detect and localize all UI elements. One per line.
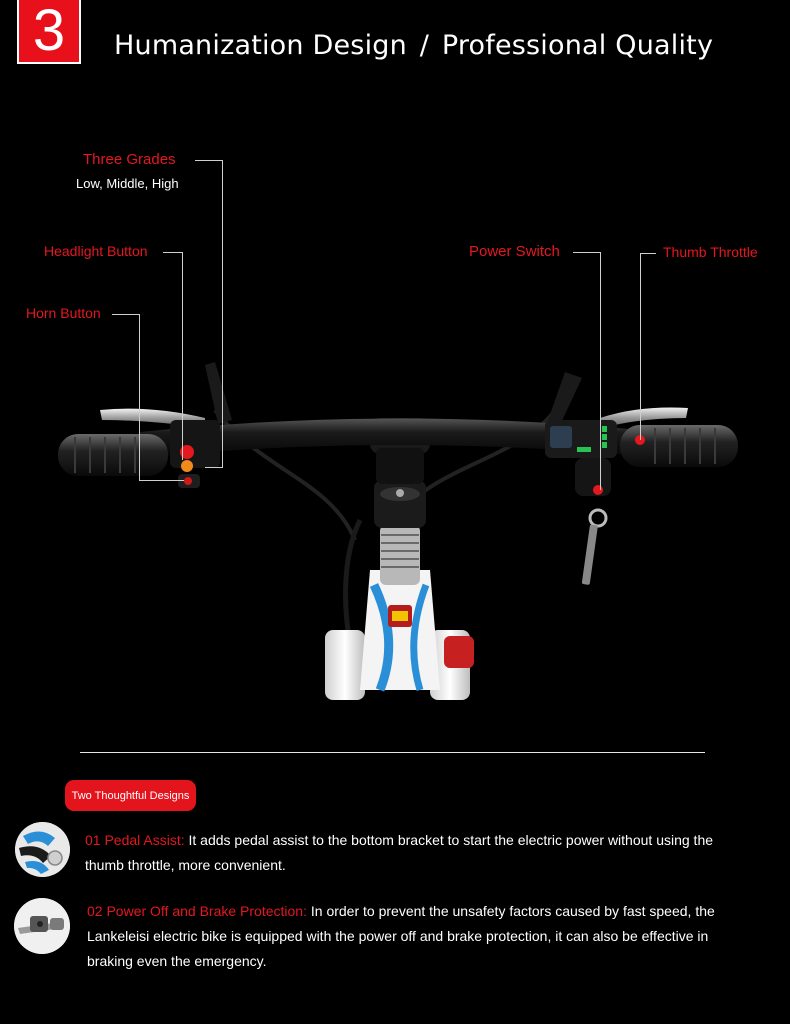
callout-line-grades-end: [205, 467, 222, 468]
feature-pedal-assist: [85, 828, 735, 878]
label-power-switch: Power Switch: [469, 243, 560, 260]
page-title: [114, 30, 713, 61]
label-thumb-throttle: Thumb Throttle: [663, 244, 758, 260]
callout-line-throttle-h: [640, 253, 656, 254]
callout-line-horn-h: [112, 314, 139, 315]
callout-line-throttle-v: [640, 253, 641, 440]
callout-line-horn-v: [139, 314, 140, 480]
brake-protection-icon: [14, 898, 70, 954]
pedal-assist-icon: [15, 822, 70, 877]
section-number-badge: [17, 0, 81, 64]
title-part-2: Professional Quality: [441, 30, 714, 61]
title-separator: /: [419, 30, 430, 61]
callout-line-grades-h: [195, 160, 222, 161]
callout-line-headlight-v: [182, 252, 183, 460]
feature-2-title: 02 Power Off and Brake Protection:: [87, 903, 307, 919]
section-number: 3: [32, 0, 66, 63]
section-divider: [80, 752, 705, 753]
feature-1-text: It adds pedal assist to the bottom bracket to start the electric power without using the thumb throttle, more convenient.: [85, 832, 714, 873]
feature-1-title: 01 Pedal Assist:: [85, 832, 185, 848]
label-three-grades: Three Grades: [83, 151, 176, 168]
feature-2-text: In order to prevent the unsafety factors caused by fast speed, the Lankeleisi electric bike is equipped with the power off and brake protection, it can also be effective in braking even the emergency.: [87, 903, 715, 969]
feature-brake-protection: [87, 899, 737, 974]
callout-line-horn-end: [139, 480, 184, 481]
designs-badge: Two Thoughtful Designs: [65, 780, 196, 811]
label-horn-button: Horn Button: [26, 305, 101, 321]
callout-line-power-v: [600, 252, 601, 490]
title-part-1: Humanization Design: [114, 30, 407, 61]
label-headlight-button: Headlight Button: [44, 243, 148, 259]
label-grades-detail: Low, Middle, High: [76, 176, 179, 191]
callout-line-power-h: [573, 252, 600, 253]
callout-line-grades-v: [222, 160, 223, 468]
bike-handlebar-image: [0, 320, 790, 720]
callout-line-headlight-h: [163, 252, 182, 253]
